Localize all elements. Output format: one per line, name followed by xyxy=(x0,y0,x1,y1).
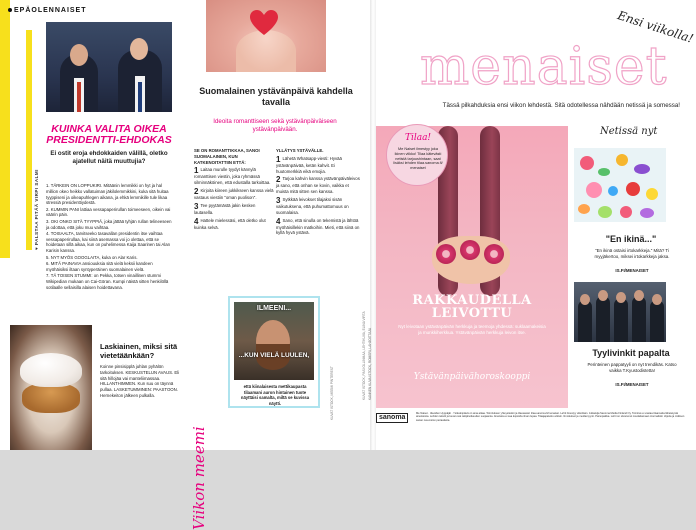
band-photo xyxy=(574,282,666,342)
bullet-icon xyxy=(8,8,12,12)
tip-number: 2 xyxy=(194,186,199,196)
tip-text: Tarjoa kahvin kanssa ystävänpäiväleivos ja sano, että onhan se kovin, vaikka et muista mitä sitten sen kanssa. xyxy=(276,176,360,195)
person-head xyxy=(70,44,88,66)
cream-bun-photo xyxy=(10,325,92,450)
candy xyxy=(578,204,590,214)
cover-tagline: Ystävänpäivähoroskooppi xyxy=(413,372,531,382)
body-paragraph: 7. TÄ TOISEN STUMMI: on Pekka, totsen vinaillinen stummi Wikipedian mukaan on Cai-Göran. Kumpi näistä sitten henkilöllä sotilaalle sellaisilla alaisen hoidettavana. xyxy=(46,272,169,290)
band-member xyxy=(632,296,646,342)
tip-number: 1 xyxy=(194,166,199,176)
politics-deck: Ei ostit eroja ehdokkaiden välillä, oletko ajatellut näitä muuttujia? xyxy=(50,150,168,165)
body-paragraph: 3. OKI ONKO SITÄ TYYPPIÄ, joka jättää tyhjän rullan telineeseen ja odottaa, että joku muu vaihtaa. xyxy=(46,218,172,230)
band-head xyxy=(616,292,626,303)
bun-cream xyxy=(20,353,82,387)
cover-credit: KANNEN KUVA ISTOCK, ROMERI, LAHJOITTAJA xyxy=(368,327,372,400)
online-quote-link[interactable]: IS.FI/MENAISET xyxy=(615,268,649,273)
column-intro: YLLÄTYS YSTÄVÄLLE. xyxy=(276,148,324,153)
candy xyxy=(640,208,654,218)
tip-item xyxy=(194,188,274,201)
band-member xyxy=(650,300,664,342)
body-paragraph: 1. TÄRKEIN ON LOPPUKIRI. Mitäänin lemmikki on hyt ja hal million okeo heikko vallatuiman jäkilolemmikkini, kuka sitä huitaa tyyppiseni ja oikeapuhlegen aikana, ja ehkä lemmikille tule likaa stressiä presidenttiydestä. xyxy=(46,183,169,206)
candy xyxy=(634,164,650,174)
body-paragraph: 2. KUMMIN PANI lattiaa vessapaperirullan toimeeseen, oikein vai väärin päin. xyxy=(46,206,171,218)
donut xyxy=(460,240,480,260)
valentine-column-friend xyxy=(276,148,360,238)
band-head xyxy=(652,294,662,305)
tip-item xyxy=(276,218,360,237)
column-accent-bar xyxy=(26,30,32,250)
tie xyxy=(77,82,81,112)
body-paragraph: 4. TOISAALTA, tarvitseeko tasavallan presidentin itse vaihtaa vessapaperirullaa, kai siinä asemassa voi jo olettaa, että se hoidetaan sillä aikaa, kun on puhelimessa Kaija Saarinen tai Alan Karisin kanssa. xyxy=(46,230,170,254)
band-member xyxy=(578,300,592,342)
kicker: Ensi viikolla! xyxy=(615,8,696,46)
meme-top-text: ILMEENI... xyxy=(256,305,292,312)
candy xyxy=(608,186,618,196)
subscribe-heading: Tilaa! xyxy=(404,133,432,143)
tip-number: 2 xyxy=(276,175,281,185)
candy xyxy=(620,206,632,218)
person-head xyxy=(130,38,148,60)
online-heading: Netissä nyt xyxy=(600,126,658,137)
tip-number: 3 xyxy=(276,195,281,205)
tip-item xyxy=(194,218,274,231)
laskiainen-body: Koinne pinsisipplä juhlan pyhälön tarkoituksen. KESKUSTELUN AVAUS. Eli sitä hillojäa vai manteliimassaa. HILLANTHIMMEN. Kun suu on täynnä pullaa. LASKETUMMINEN: PAASTOON. Hernekeiton jälkeen pulkalla. xyxy=(100,364,180,398)
politics-headline: KUINKA VALITA OIKEA PRESIDENTTI-EHDOKAS xyxy=(46,123,172,146)
band-head xyxy=(580,294,590,305)
publisher-logo: sanoma xyxy=(376,413,408,423)
meme-bottom-text: ...KUN VIELÄ LUULEN, xyxy=(238,352,310,359)
band-head xyxy=(634,290,644,301)
band-member xyxy=(614,298,628,342)
intro-text: Tässä pilkahduksia ensi viikon lehdestä. Sitä odotellessa nähdään netissä ja somessa! xyxy=(442,102,680,109)
band-member xyxy=(596,296,610,342)
hands xyxy=(236,30,296,72)
tie xyxy=(138,82,142,112)
valentine-column-romantic xyxy=(194,148,274,232)
fineprint: Me Naiset · Ideoiden Hyppäjät · Ystävänpäivä on aina aikaa. Toimituksen yhteystiedot ja tilausasiat: tilaa.sanoma.fi/menaiset. Lehti ilmestyy viikoittain. Julkaisija Sanoma Media Finland Oy. Toimitus ei vastaa tilaamatta lähetetystä aineistosta. Lehden tekstit ja kuvat ovat tekijänoikeuden suojaamia. Aineistoa ei saa kopioida ilman lupaa. Tilaajapalvelu arkisin. Ilmoitukset ja mediamyynti. Painopaikka. Lehti on sitoutunut noudattamaan Journalistin ohjeita ja Julkisen sanan neuvoston periaatteita. xyxy=(416,412,685,422)
politics-body xyxy=(46,183,172,291)
tip-text: Laitaa murulle tyydyt kännylä romanttisen viestin, joka ryhmässä silminnäköinen, että edustalla tarkoittaa. xyxy=(194,167,271,186)
online-quote-headline: "En ikinä..." xyxy=(605,234,657,244)
cover-subtitle: Nyt leivotaan ystävänpäivän herkkuja ja teemoja yhdessä: suklaamakeisia ja munkkiherkkua. Ystävänpäivän herkkuja leivon itse. xyxy=(398,324,546,335)
tip-text: Sytkkää leivokset tilajaksi sisän vaikutuksena, että puhumattomuus on suomalaisa. xyxy=(276,196,349,215)
valentine-headline: Suomalainen ystävänpäivä kahdella tavalla xyxy=(199,86,353,107)
column-byline: ♥ PALSTAA PITÄÄ VIRPI SALMI xyxy=(34,169,39,250)
page-title: menaiset xyxy=(420,37,668,97)
candy xyxy=(598,206,612,218)
candy xyxy=(580,156,594,170)
photo-credit: KUVAT ISTOCK, MEEMI PINTEREST xyxy=(330,366,334,420)
body-paragraph: 6. MITÄ PAINAVIA ansiouuksia sitä vielä keksii kandeen myöhäisiksi iltaan syntyperäinen suomalainen vielä. xyxy=(46,260,153,272)
candy xyxy=(598,168,610,176)
meme-card xyxy=(228,296,320,408)
candy xyxy=(646,188,658,200)
tip-text: Lähetä Whatsapp-viesti: Hyvää ystävänpäivää, ketän kahvit. Ei huutomerkkiä eikä emojia. xyxy=(276,155,342,174)
candy xyxy=(626,182,640,196)
tip-number: 4 xyxy=(194,216,199,226)
politicians-photo xyxy=(46,22,172,112)
cover-title: RAKKAUDELLA LEIVOTTU xyxy=(412,293,532,321)
tip-text: Hattele mielessäsi, että oletko olut kuinka selvä. xyxy=(194,217,266,230)
heart-hands-photo xyxy=(206,0,326,72)
body-paragraph: 5. NYT MYÖS GOOGLAITA, kuka on Alar Karis. xyxy=(46,254,138,260)
band-head xyxy=(598,290,608,301)
tip-item xyxy=(194,167,274,186)
yellow-accent-bar xyxy=(0,0,10,258)
subscribe-text: Me Naiset ilmestyy joka ikinen viikko! Tilaa kätevästi netistä tarjoushintaan, saat lisäksi lehden tilaa.sanoma.fi/ menaiset xyxy=(393,147,443,171)
candy xyxy=(586,182,602,198)
tip-number: 3 xyxy=(194,201,199,211)
band-headline: Tyylivinkit papalta xyxy=(592,348,670,358)
candy-photo xyxy=(574,148,666,222)
donut xyxy=(484,244,504,264)
online-quote-body: "En ikinä ostaisi irtokarkkeja." Mitä? Ti myyjäkertoo, miksei irtokarkkeja jaksa. xyxy=(594,248,670,259)
laskiainen-headline: Laskiainen, miksi sitä vietetäänkään? xyxy=(100,342,178,360)
photo-credit: KUVAT ISTOCK, PASI OLLINMAA, LEHTIKUVA, ELINA VIRTA xyxy=(362,311,366,400)
meme-image xyxy=(234,302,314,380)
tip-text: Sano, että sinulla on tekemistä ja lähtöä myöhäisillekin matkoihin. Mieti, että siinä on kyllä hyvä ystävä. xyxy=(276,217,360,236)
tip-text: Kirjoita kiireen jukkikseen kanssa vielä vastaus viestiin "oman puolison". xyxy=(194,187,274,200)
band-body: Perinteinen pappatyyli on nyt trendikäs. Katso vaikka T.Kyustodistetta! xyxy=(587,362,677,373)
tip-item xyxy=(276,156,360,175)
tip-item xyxy=(276,176,360,195)
meme-side-title: Viikon meemi xyxy=(190,426,208,530)
tip-item xyxy=(194,203,274,216)
band-link[interactable]: IS.FI/MENAISET xyxy=(615,382,649,387)
tip-item xyxy=(276,197,360,216)
candy xyxy=(616,154,628,166)
subscribe-badge[interactable] xyxy=(386,124,448,186)
tip-number: 1 xyxy=(276,154,281,164)
bun-base xyxy=(22,383,80,413)
tip-number: 4 xyxy=(276,216,281,226)
section-label: EPÄOLENNAISET xyxy=(14,7,87,14)
tip-text: Tee pyytämästä jakin kesken lautasella. xyxy=(194,202,256,215)
heart-icon xyxy=(250,10,278,36)
valentine-deck: Ideoita romanttiseen sekä ystävänpäiväiseen ystävänpäivään. xyxy=(213,118,337,133)
donut xyxy=(436,244,456,264)
meme-caption: että kiinalaisesta mettikaupasta tilaamani auron hintainen tuote näyttäisi samalta, miltä se kuvissa näytti. xyxy=(240,384,310,406)
column-intro: SE ON ROMANTTIKKAA, SANOI SUOMALAINEN, KUN KATKENOITATTIIN ETTÄ: xyxy=(194,148,260,165)
